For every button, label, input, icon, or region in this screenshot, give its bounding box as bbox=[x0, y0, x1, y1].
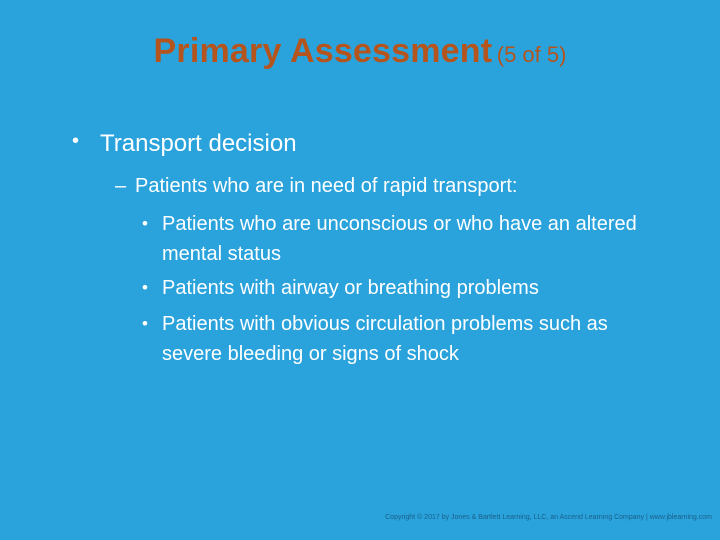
bullet-level1-text: Transport decision bbox=[100, 130, 297, 157]
bullet-level3-text: Patients who are unconscious or who have an altered mental status bbox=[162, 213, 637, 265]
bullet-dot-icon: • bbox=[72, 130, 80, 152]
bullet-dot-icon: • bbox=[142, 278, 148, 297]
bullet-dot-icon: • bbox=[142, 314, 148, 333]
bullet-level3-text: Patients with obvious circulation problems such as severe bleeding or signs of shock bbox=[162, 313, 608, 365]
bullet-level1 bbox=[72, 130, 297, 158]
bullet-level3-item bbox=[142, 309, 662, 369]
title-page-indicator: (5 of 5) bbox=[496, 42, 567, 67]
bullet-level3-item bbox=[142, 273, 662, 303]
bullet-dot-icon: • bbox=[142, 214, 148, 233]
bullet-level2 bbox=[115, 175, 517, 198]
copyright-footer: Copyright © 2017 by Jones & Bartlett Learning, LLC, an Ascend Learning Company | www.jblearning.com bbox=[385, 514, 712, 521]
slide-title bbox=[0, 32, 720, 71]
dash-icon: – bbox=[115, 175, 127, 197]
bullet-level3-text: Patients with airway or breathing problems bbox=[162, 277, 539, 299]
bullet-level3-item bbox=[142, 209, 662, 269]
title-main: Primary Assessment bbox=[153, 32, 493, 70]
bullet-level2-text: Patients who are in need of rapid transport: bbox=[135, 175, 518, 197]
